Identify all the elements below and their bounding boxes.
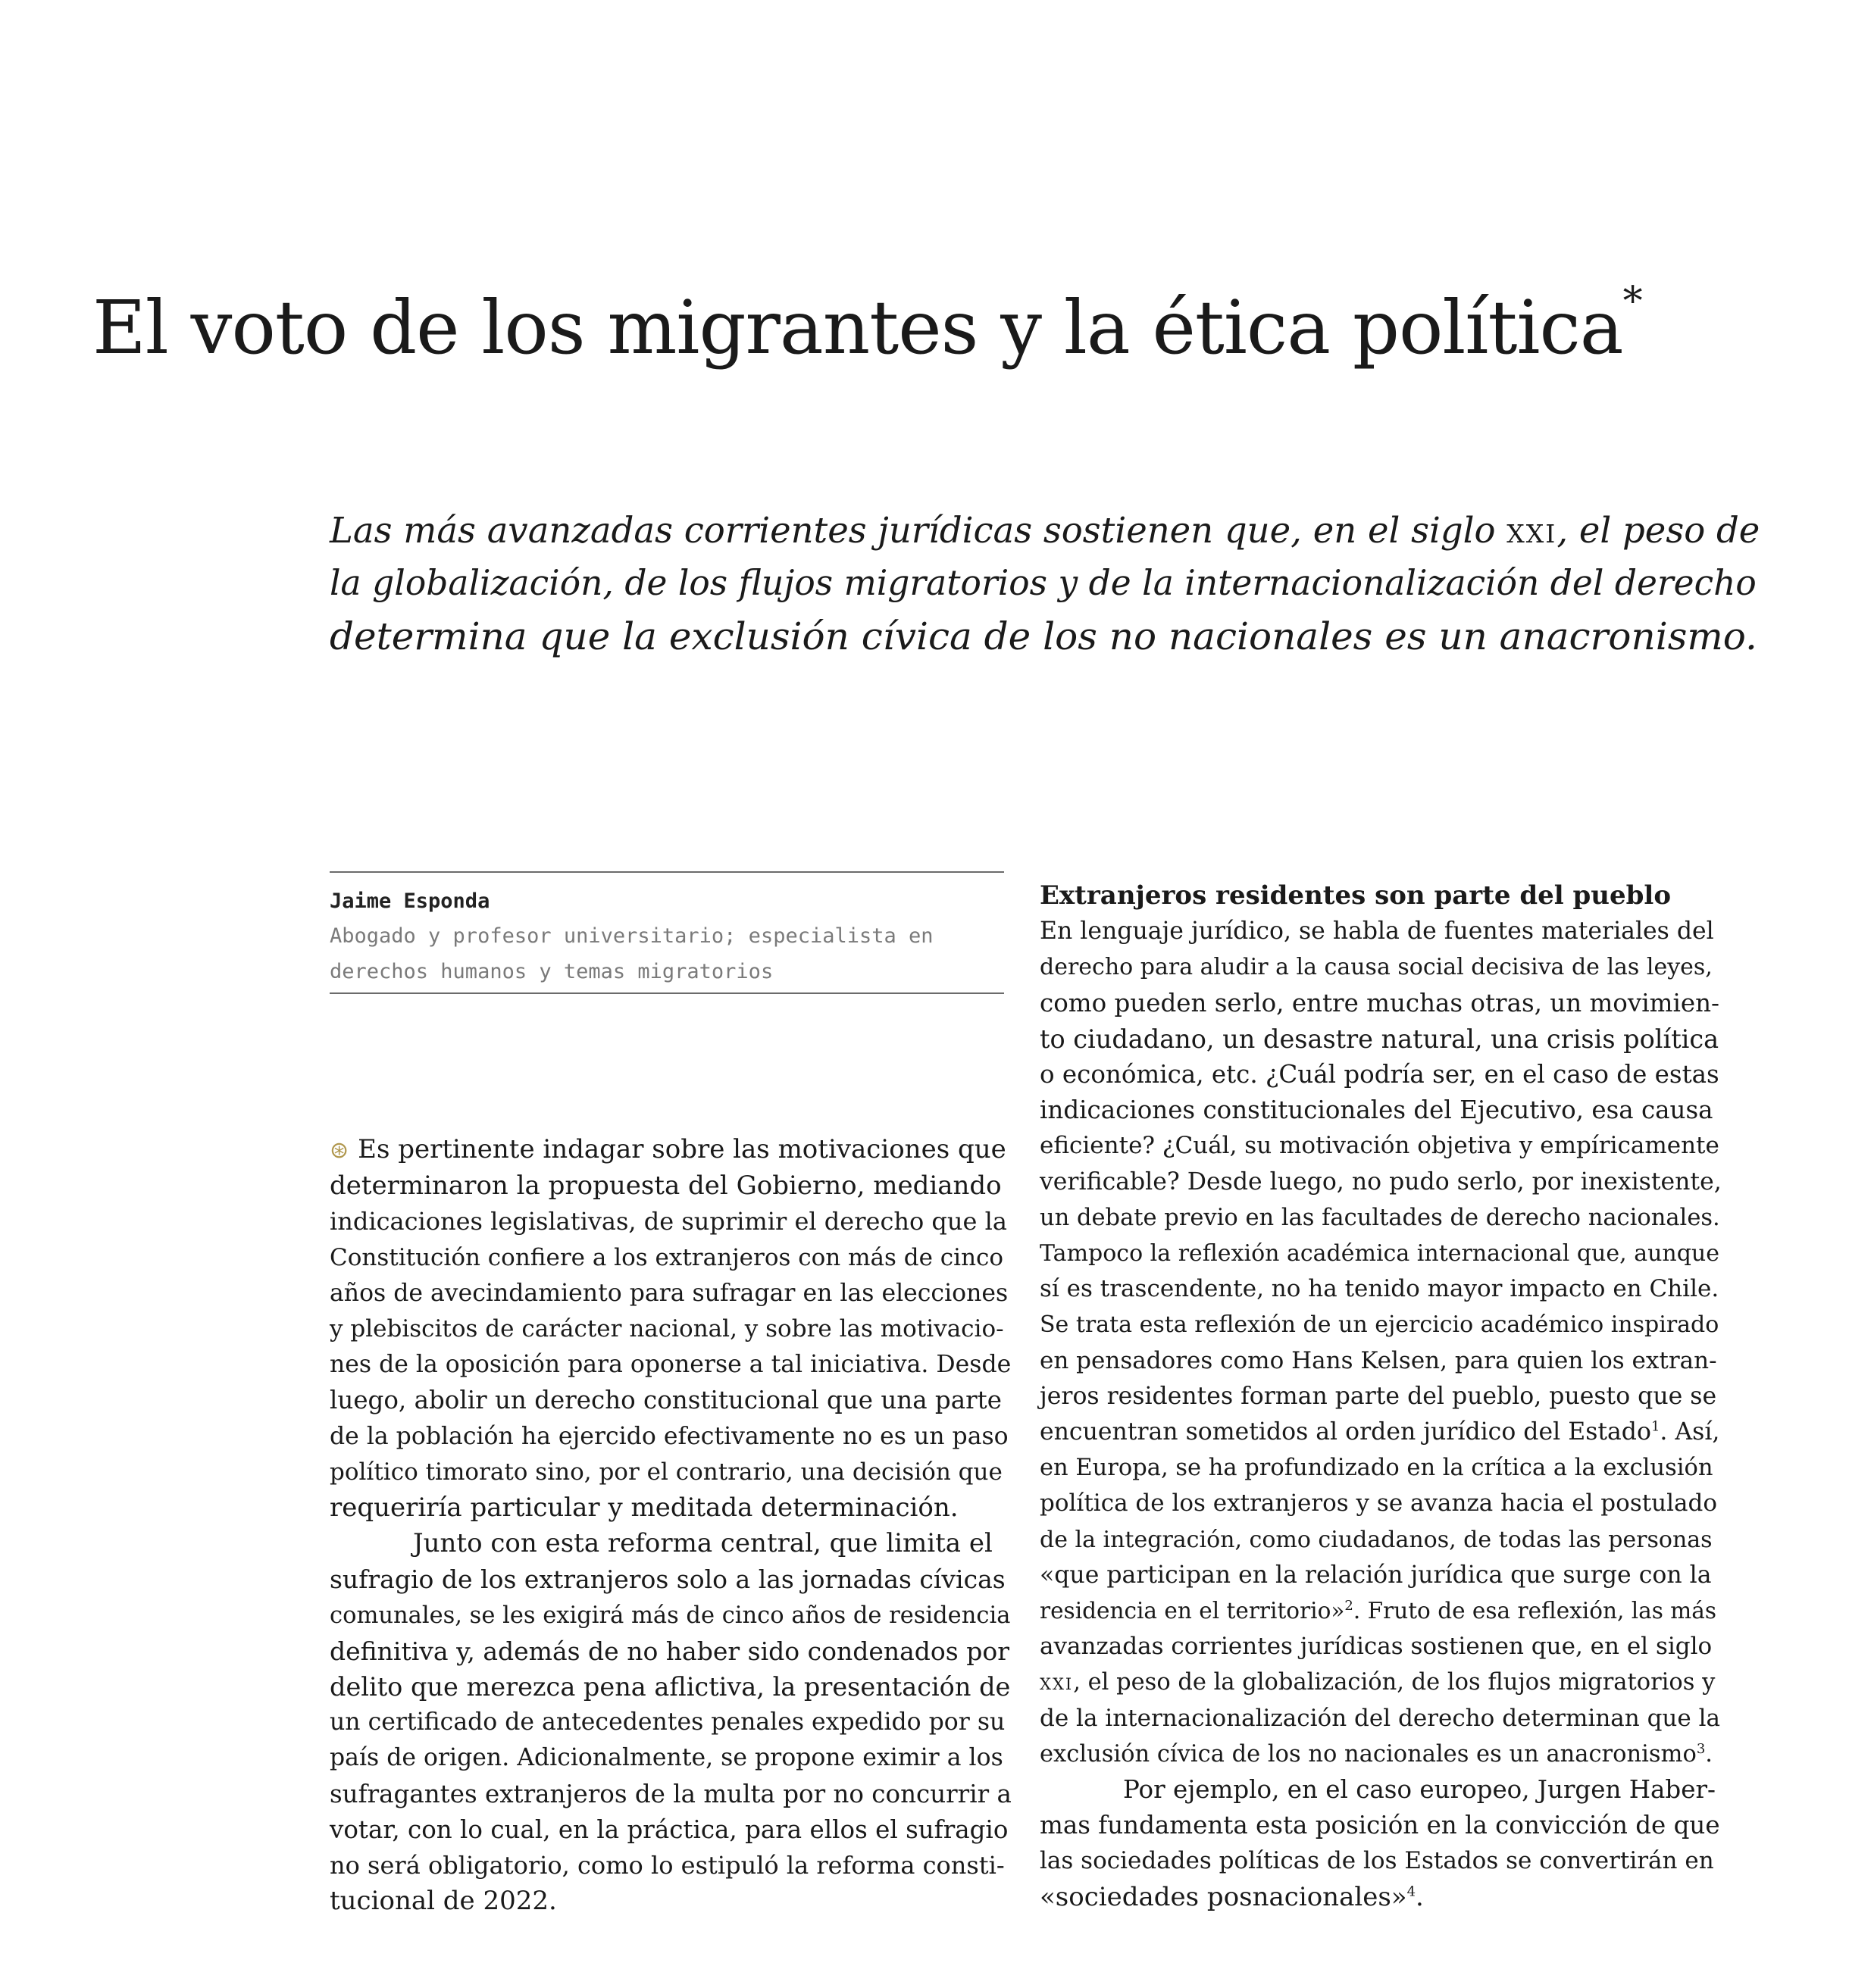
body-line: y plebiscitos de carácter nacional, y sobre las motivacio- [330, 1315, 1004, 1343]
body-line: requeriría particular y meditada determinación. [330, 1493, 959, 1524]
body-line: luego, abolir un derecho constitucional que una parte [330, 1386, 1002, 1415]
footnote-ref: 2 [1344, 1598, 1353, 1614]
body-line: exclusión cívica de los no nacionales es un anacronismo$^3$. [1040, 1740, 1713, 1768]
lead-line: la globalización, de los flujos migratorios y de la internacionalización del derecho [330, 563, 1757, 603]
body-line: nes de la oposición para oponerse a tal iniciativa. Desde [330, 1351, 1012, 1379]
body-line: to ciudadano, un desastre natural, una crisis política [1040, 1024, 1719, 1054]
body-line: política de los extranjeros y se avanza hacia el postulado [1040, 1489, 1718, 1518]
century-numeral: xxi [1040, 1669, 1074, 1696]
body-line: un debate previo en las facultades de derecho nacionales. [1040, 1204, 1720, 1231]
body-line: sufragantes extranjeros de la multa por no concurrir a [330, 1779, 1012, 1808]
body-line: o económica, etc. ¿Cuál podría ser, en el caso de estas [1040, 1060, 1719, 1089]
body-line: Tampoco la reflexión académica internacional que, aunque [1040, 1240, 1720, 1268]
footnote-ref: 4 [1406, 1883, 1416, 1900]
body-line: Junto con esta reforma central, que limita el [413, 1528, 993, 1559]
body-line: de la población ha ejercido efectivamente no es un paso [330, 1422, 1009, 1450]
body-line: de la internacionalización del derecho determinan que la [1040, 1704, 1720, 1732]
lead-line: Las más avanzadas corrientes jurídicas sostienen que, en el siglo xxi, el peso de [330, 510, 1760, 551]
body-line: mas fundamenta esta posición en la convicción de que [1040, 1811, 1720, 1840]
body-line: un certificado de antecedentes penales expedido por su [330, 1708, 1006, 1736]
article-title-text: El voto de los migrantes y la ética política [92, 285, 1623, 370]
title-footnote-mark: * [1622, 279, 1642, 324]
author-desc-line: derechos humanos y temas migratorios [330, 960, 774, 983]
body-line: Por ejemplo, en el caso europeo, Jurgen Haber- [1123, 1775, 1716, 1805]
body-line: «sociedades posnacionales»$^4$. [1040, 1881, 1424, 1912]
body-line: Constitución confiere a los extranjeros con más de cinco [330, 1243, 1004, 1271]
body-line: indicaciones constitucionales del Ejecutivo, esa causa [1040, 1096, 1713, 1125]
body-line: en pensadores como Hans Kelsen, para quien los extran- [1040, 1346, 1717, 1374]
author-desc-line: Abogado y profesor universitario; especialista en [330, 924, 934, 948]
body-line: derecho para aludir a la causa social decisiva de las leyes, [1040, 954, 1713, 981]
body-line: las sociedades políticas de los Estados se convertirán en [1040, 1847, 1714, 1875]
right-column [1040, 878, 1722, 1915]
body-line: «que participan en la relación jurídica que surge con la [1040, 1561, 1712, 1589]
body-line: avanzadas corrientes jurídicas sostienen que, en el siglo [1040, 1633, 1713, 1661]
left-column [330, 1132, 1012, 1919]
century-numeral: xxi [1506, 510, 1557, 551]
body-line: tucional de 2022. [330, 1886, 557, 1917]
ornament-icon: ⊛ [330, 1137, 349, 1164]
body-line: Se trata esta reflexión de un ejercicio académico inspirado [1040, 1311, 1719, 1339]
body-line: xxi, el peso de la globalización, de los flujos migratorios y [1040, 1669, 1716, 1696]
body-line: sí es trascendente, no ha tenido mayor impacto en Chile. [1040, 1275, 1719, 1303]
author-description [330, 918, 1004, 989]
body-line: de la integración, como ciudadanos, de todas las personas [1040, 1526, 1713, 1553]
section-heading: Extranjeros residentes son parte del pueblo [1040, 880, 1672, 911]
body-line: En lenguaje jurídico, se habla de fuentes materiales del [1040, 917, 1714, 946]
body-line: como pueden serlo, entre muchas otras, un movimien- [1040, 988, 1719, 1017]
body-line: votar, con lo cual, en la práctica, para ellos el sufragio [330, 1815, 1009, 1844]
author-name: Jaime Esponda [330, 889, 490, 913]
body-line: en Europa, se ha profundizado en la crítica a la exclusión [1040, 1455, 1713, 1482]
body-line: político timorato sino, por el contrario, una decisión que [330, 1458, 1003, 1486]
body-line: jeros residentes forman parte del pueblo, puesto que se [1040, 1382, 1717, 1410]
body-line: determinaron la propuesta del Gobierno, mediando [330, 1171, 1002, 1202]
lead-line: determina que la exclusión cívica de los no nacionales es un anacronismo. [330, 614, 1757, 658]
author-box [330, 871, 1004, 994]
body-line: residencia en el territorio»$^2$. Fruto de esa reflexión, las más [1040, 1598, 1716, 1624]
body-line: ⊛ Es pertinente indagar sobre las motivaciones que [330, 1134, 1006, 1164]
footnote-ref: 3 [1696, 1740, 1706, 1757]
body-line: sufragio de los extranjeros solo a las jornadas cívicas [330, 1564, 1006, 1595]
body-line: definitiva y, además de no haber sido condenados por [330, 1636, 1009, 1666]
body-line: no será obligatorio, como lo estipuló la reforma consti- [330, 1851, 1005, 1880]
body-line: encuentran sometidos al orden jurídico del Estado$^1$. Así, [1040, 1418, 1720, 1446]
footnote-ref: 1 [1650, 1418, 1660, 1435]
body-line: comunales, se les exigirá más de cinco años de residencia [330, 1602, 1011, 1629]
article-lead [330, 504, 1769, 663]
body-line: años de avecindamiento para sufragar en las elecciones [330, 1279, 1009, 1307]
body-line: delito que merezca pena aflictiva, la presentación de [330, 1672, 1011, 1702]
body-line: indicaciones legislativas, de suprimir el derecho que la [330, 1207, 1007, 1236]
body-line: eficiente? ¿Cuál, su motivación objetiva y empíricamente [1040, 1132, 1719, 1160]
body-line: verificable? Desde luego, no pudo serlo, por inexistente, [1040, 1167, 1722, 1196]
article-title [92, 279, 1797, 372]
body-line: país de origen. Adicionalmente, se propone eximir a los [330, 1744, 1003, 1772]
